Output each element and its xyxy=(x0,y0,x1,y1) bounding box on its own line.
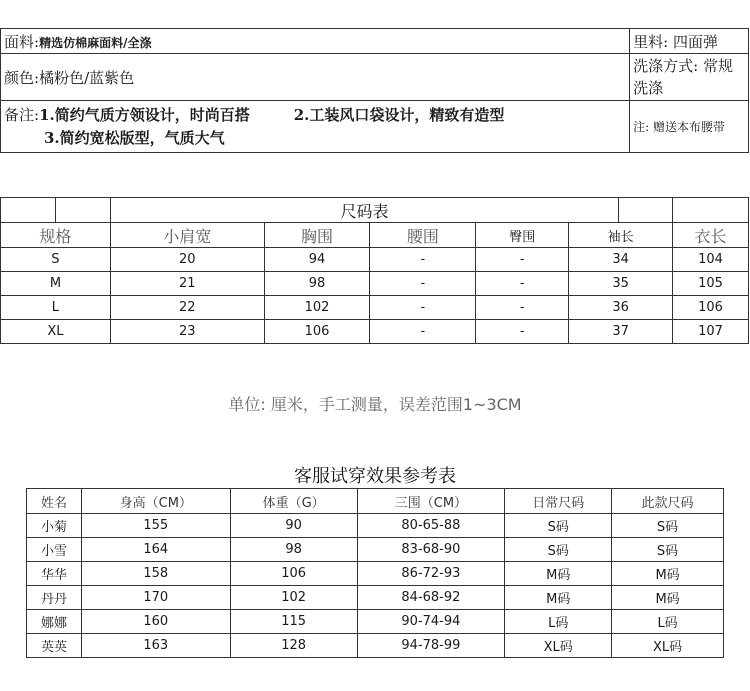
size-cell: L xyxy=(1,296,111,320)
size-row xyxy=(1,248,749,272)
fabric-cell xyxy=(1,29,630,54)
size-cell: 107 xyxy=(673,320,749,344)
fabric-value: 精选仿棉麻面料/全涤 xyxy=(39,35,152,50)
tryon-cell: 158 xyxy=(81,562,230,586)
size-cell: M xyxy=(1,272,111,296)
size-header: 臀围 xyxy=(476,223,569,248)
tryon-cell: 小菊 xyxy=(27,514,82,538)
tryon-cell: 155 xyxy=(81,514,230,538)
size-cell: XL xyxy=(1,320,111,344)
size-cell: 94 xyxy=(264,248,370,272)
size-row xyxy=(1,320,749,344)
tryon-cell: 94-78-99 xyxy=(357,634,505,658)
tryon-cell: 164 xyxy=(81,538,230,562)
tryon-cell: L码 xyxy=(612,610,724,634)
size-cell: - xyxy=(370,248,476,272)
tryon-cell: 90 xyxy=(230,514,357,538)
size-table-title: 尺码表 xyxy=(110,198,618,223)
tryon-header: 体重（G） xyxy=(230,489,357,514)
tryon-cell: 128 xyxy=(230,634,357,658)
tryon-cell: 84-68-92 xyxy=(357,586,505,610)
size-cell: 98 xyxy=(264,272,370,296)
size-cell: 104 xyxy=(673,248,749,272)
size-cell: - xyxy=(370,296,476,320)
tryon-cell: 英英 xyxy=(27,634,82,658)
title-spacer xyxy=(55,198,110,223)
size-row xyxy=(1,272,749,296)
size-cell: - xyxy=(476,320,569,344)
tryon-cell: 163 xyxy=(81,634,230,658)
tryon-cell: 丹丹 xyxy=(27,586,82,610)
size-cell: - xyxy=(476,272,569,296)
tryon-cell: 90-74-94 xyxy=(357,610,505,634)
size-header: 胸围 xyxy=(264,223,370,248)
tryon-cell: S码 xyxy=(612,514,724,538)
notes-cell xyxy=(1,101,630,153)
size-cell: 35 xyxy=(569,272,673,296)
tryon-cell: S码 xyxy=(505,538,612,562)
size-cell: - xyxy=(476,296,569,320)
size-cell: - xyxy=(476,248,569,272)
tryon-row xyxy=(27,538,724,562)
note-2: 2.工装风口袋设计，精致有造型 xyxy=(293,105,505,124)
size-cell: 21 xyxy=(110,272,264,296)
size-cell: 34 xyxy=(569,248,673,272)
tryon-header: 身高（CM） xyxy=(81,489,230,514)
tryon-cell: 娜娜 xyxy=(27,610,82,634)
size-cell: - xyxy=(370,272,476,296)
tryon-cell: XL码 xyxy=(612,634,724,658)
size-header: 小肩宽 xyxy=(110,223,264,248)
tryon-cell: 102 xyxy=(230,586,357,610)
tryon-row xyxy=(27,634,724,658)
tryon-cell: L码 xyxy=(505,610,612,634)
tryon-header: 姓名 xyxy=(27,489,82,514)
size-header: 腰围 xyxy=(370,223,476,248)
tryon-cell: S码 xyxy=(505,514,612,538)
tryon-cell: 98 xyxy=(230,538,357,562)
gift-cell: 注: 赠送本布腰带 xyxy=(630,101,749,153)
size-cell: 20 xyxy=(110,248,264,272)
tryon-table xyxy=(26,488,724,658)
product-info-table xyxy=(0,28,749,153)
size-header: 衣长 xyxy=(673,223,749,248)
tryon-row xyxy=(27,514,724,538)
tryon-row xyxy=(27,562,724,586)
size-cell: 36 xyxy=(569,296,673,320)
notes-label: 备注: xyxy=(4,105,40,124)
fabric-label: 面料: xyxy=(4,32,40,51)
note-3: 3.简约宽松版型，气质大气 xyxy=(44,128,225,147)
tryon-header: 日常尺码 xyxy=(505,489,612,514)
note-1: 1.简约气质方领设计，时尚百搭 xyxy=(39,105,250,124)
tryon-cell: 160 xyxy=(81,610,230,634)
lining-cell: 里料: 四面弹 xyxy=(630,29,749,54)
tryon-row xyxy=(27,586,724,610)
color-value: 橘粉色/蓝紫色 xyxy=(39,68,135,87)
size-cell: - xyxy=(370,320,476,344)
tryon-cell: XL码 xyxy=(505,634,612,658)
size-cell: 22 xyxy=(110,296,264,320)
tryon-row xyxy=(27,610,724,634)
tryon-cell: M码 xyxy=(612,586,724,610)
title-spacer xyxy=(673,198,749,223)
wash-cell: 洗涤方式: 常规洗涤 xyxy=(630,54,749,101)
tryon-cell: 115 xyxy=(230,610,357,634)
color-cell xyxy=(1,54,630,101)
size-cell: 106 xyxy=(673,296,749,320)
unit-note: 单位: 厘米，手工测量，误差范围1~3CM xyxy=(228,395,522,414)
size-cell: S xyxy=(1,248,111,272)
size-table xyxy=(0,197,749,344)
size-row xyxy=(1,296,749,320)
size-cell: 102 xyxy=(264,296,370,320)
tryon-header: 三围（CM） xyxy=(357,489,505,514)
tryon-cell: M码 xyxy=(612,562,724,586)
tryon-cell: 华华 xyxy=(27,562,82,586)
tryon-cell: M码 xyxy=(505,586,612,610)
tryon-cell: S码 xyxy=(612,538,724,562)
title-spacer xyxy=(1,198,56,223)
size-cell: 105 xyxy=(673,272,749,296)
tryon-cell: 80-65-88 xyxy=(357,514,505,538)
tryon-cell: 106 xyxy=(230,562,357,586)
size-cell: 37 xyxy=(569,320,673,344)
color-label: 颜色: xyxy=(4,68,40,87)
tryon-table-title: 客服试穿效果参考表 xyxy=(294,466,456,487)
tryon-cell: 170 xyxy=(81,586,230,610)
tryon-header: 此款尺码 xyxy=(612,489,724,514)
size-header: 袖长 xyxy=(569,223,673,248)
tryon-cell: M码 xyxy=(505,562,612,586)
title-spacer xyxy=(619,198,673,223)
tryon-cell: 86-72-93 xyxy=(357,562,505,586)
size-cell: 23 xyxy=(110,320,264,344)
tryon-cell: 83-68-90 xyxy=(357,538,505,562)
size-header: 规格 xyxy=(1,223,111,248)
tryon-cell: 小雪 xyxy=(27,538,82,562)
size-cell: 106 xyxy=(264,320,370,344)
